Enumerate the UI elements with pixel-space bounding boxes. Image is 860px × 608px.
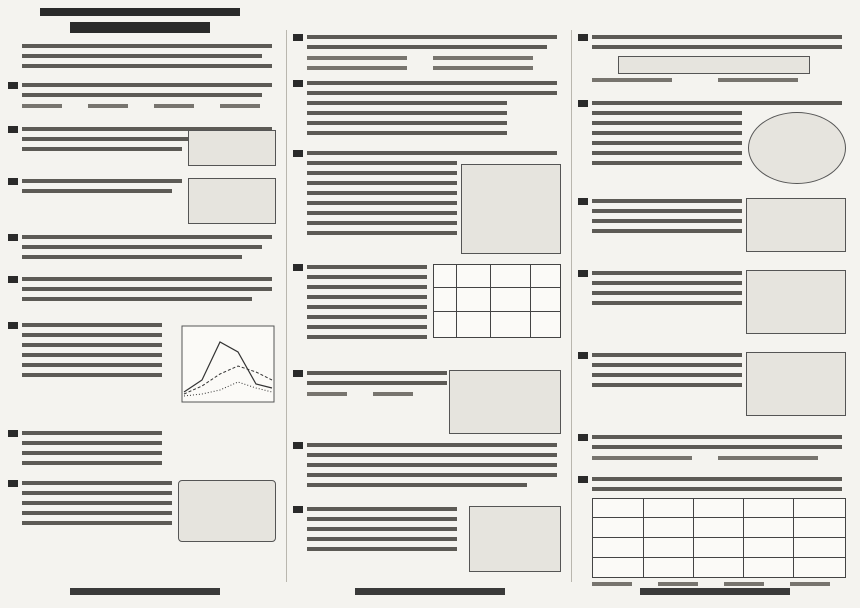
page-footer bbox=[70, 588, 220, 595]
instruction-line bbox=[22, 64, 272, 68]
blood-smear-figure bbox=[748, 112, 846, 184]
nephron-figure bbox=[746, 352, 846, 416]
heart-figure bbox=[746, 198, 846, 252]
urine-test-table bbox=[592, 498, 846, 578]
vessel-figure bbox=[618, 56, 810, 74]
seed-figure bbox=[188, 130, 276, 166]
line-chart-figure bbox=[168, 322, 278, 418]
column-divider bbox=[571, 30, 572, 582]
root-tip-figure bbox=[188, 178, 276, 224]
column-divider bbox=[286, 30, 287, 582]
circulation-cycle-figure bbox=[746, 270, 846, 334]
concept-map-figure bbox=[178, 480, 276, 542]
instruction-line bbox=[22, 54, 262, 58]
page-footer bbox=[355, 588, 505, 595]
column-left bbox=[8, 30, 280, 582]
page-footer bbox=[640, 588, 790, 595]
column-right bbox=[578, 30, 850, 582]
experiment-table bbox=[433, 264, 561, 338]
instruction-line bbox=[22, 44, 272, 48]
column-middle bbox=[293, 30, 565, 582]
question-number bbox=[8, 82, 18, 89]
digestive-system-figure bbox=[461, 164, 561, 254]
kidney-figure bbox=[469, 506, 561, 572]
title-bar bbox=[40, 8, 240, 16]
reproductive-organs-figure bbox=[449, 370, 561, 434]
